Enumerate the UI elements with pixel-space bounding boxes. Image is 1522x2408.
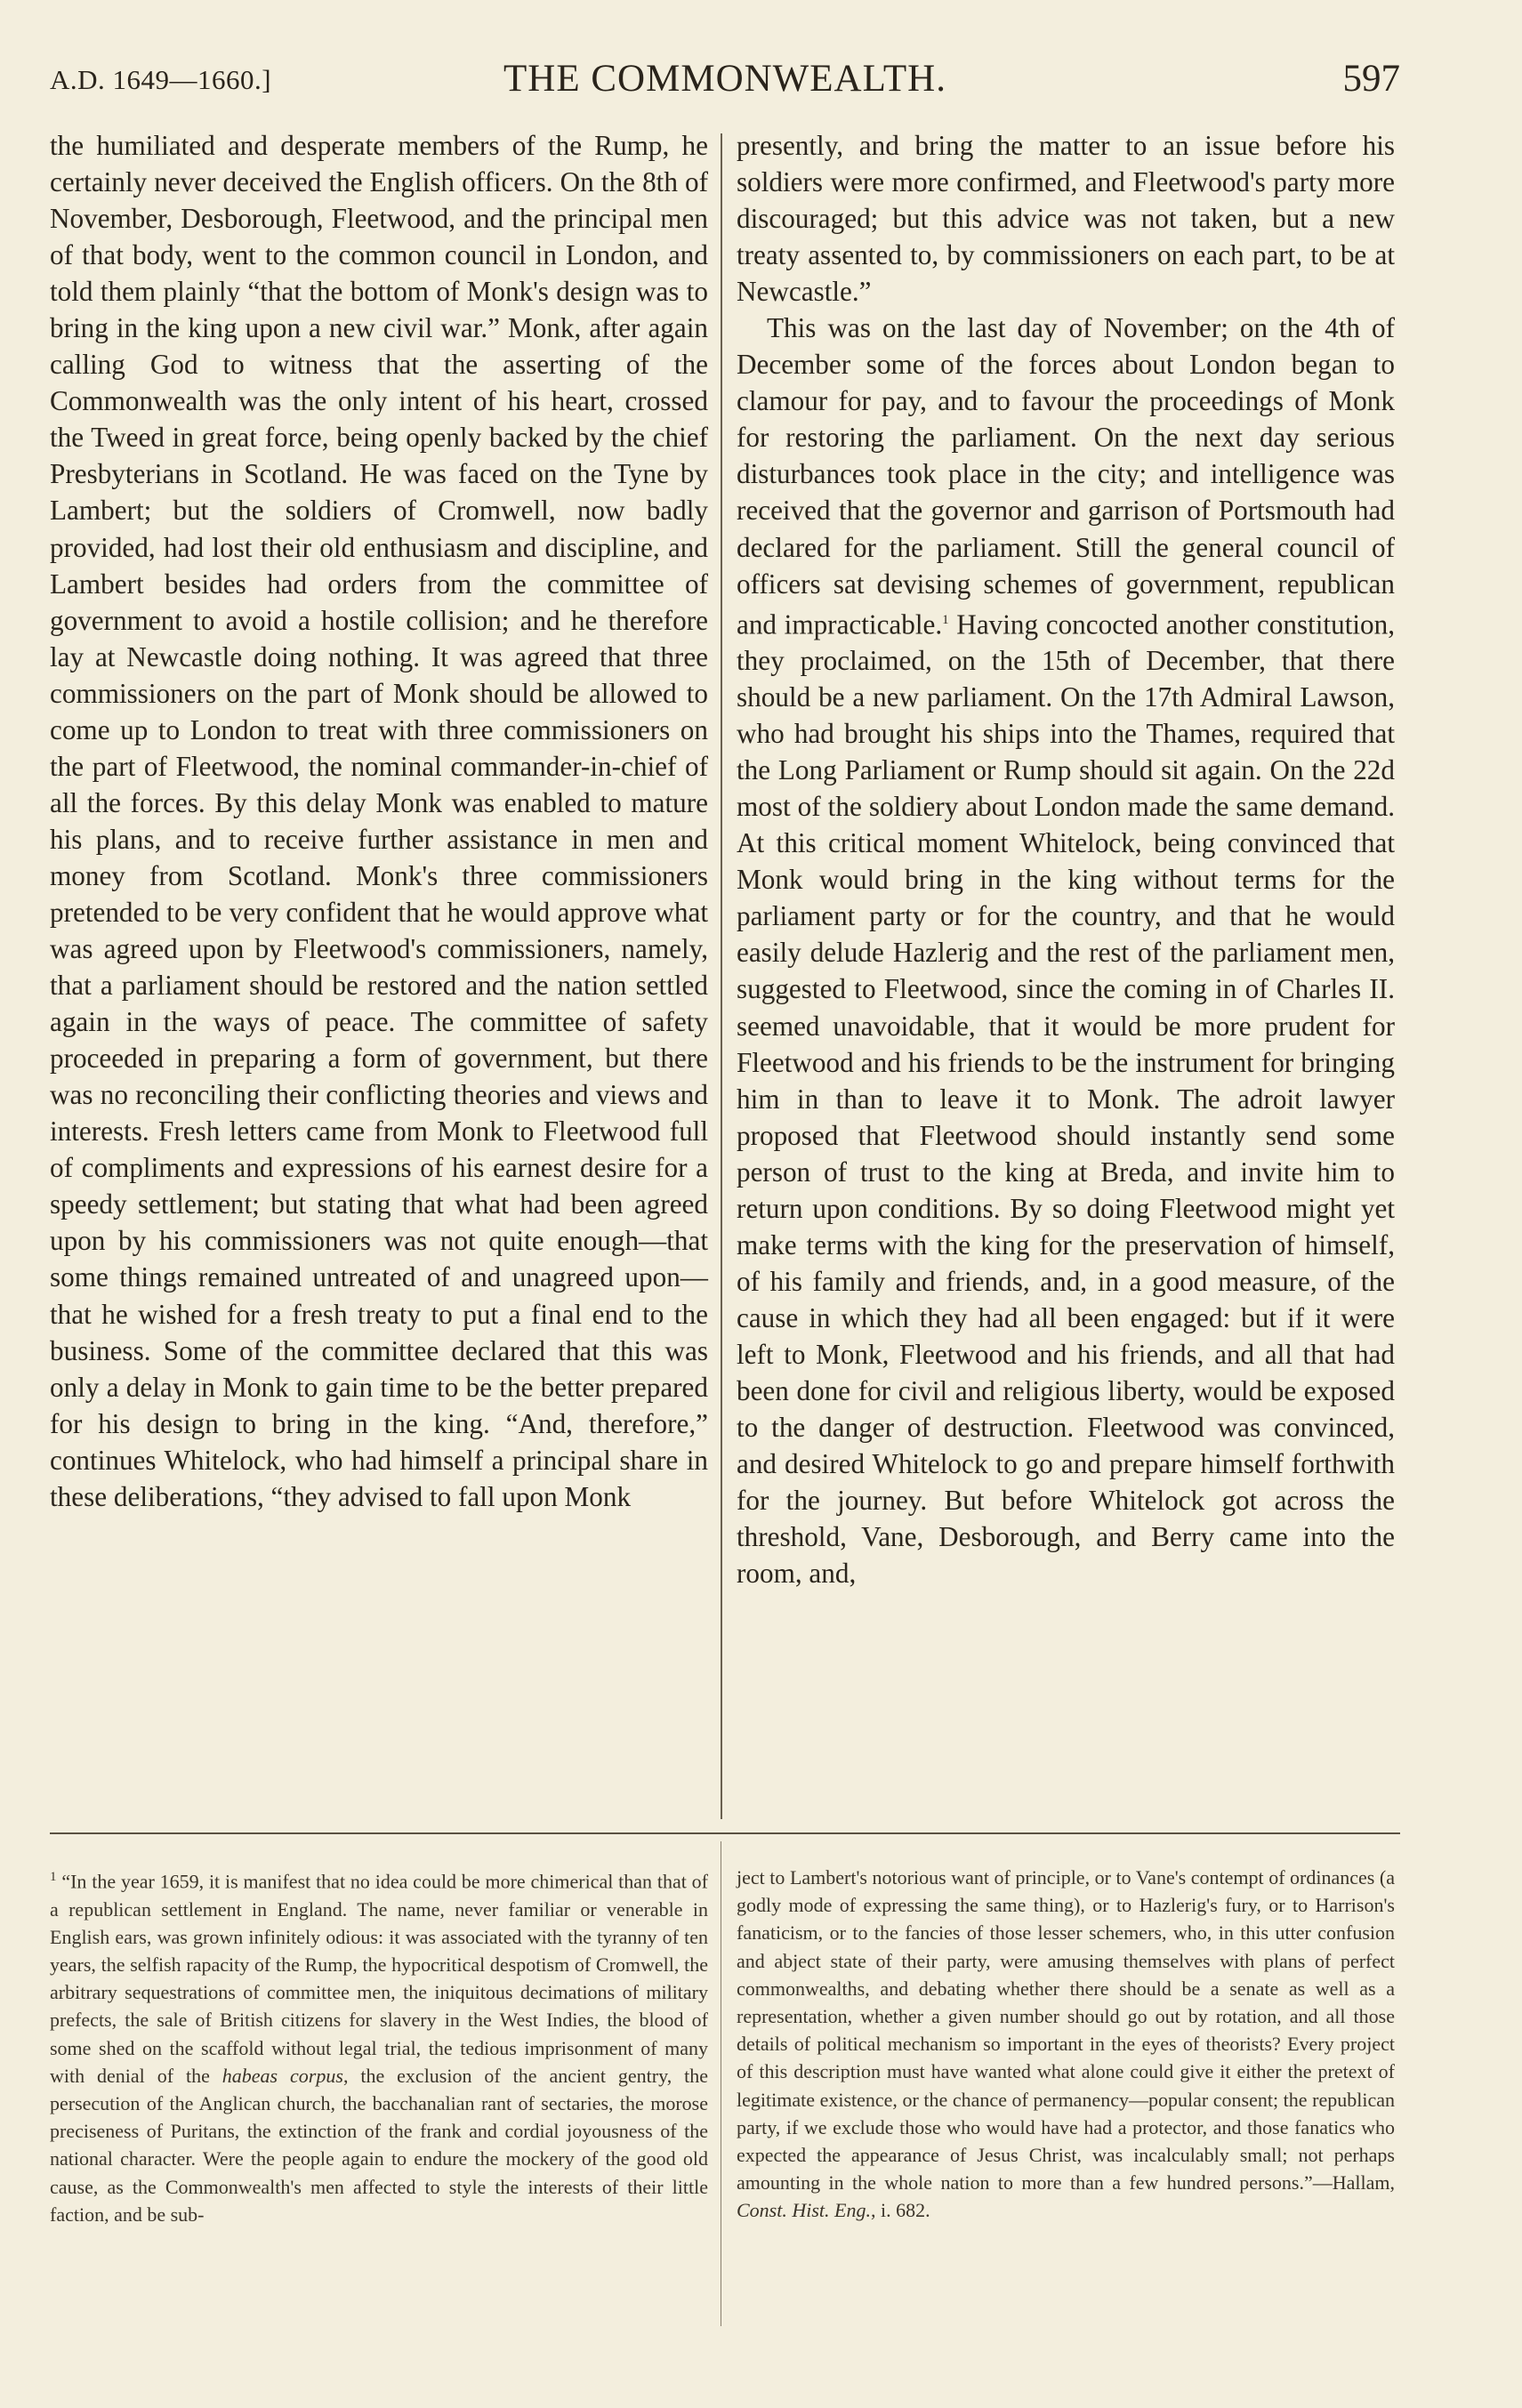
column-divider [721, 133, 722, 1819]
paragraph-2-text-b: Having concocted another constitution, they proclaimed, on the 15th of December, that there should be a new parliament. On the 17th Admiral Lawson, who had brought his ships into the Thames, required that the Long Parliament or Rump should sit again. On the 22d most of the soldiery about London made the same demand. At this critical moment Whitelock, being convinced that Monk would bring in the king without terms for the parliament party or for the country, and that he would easily delude Hazlerig and the rest of the parliament men, suggested to Fleetwood, since the coming in of Charles II. seemed unavoidable, that it would be more prudent for Fleetwood and his friends to be the instrument for bringing him in than to leave it to Monk. The adroit lawyer proposed that Fleetwood should instantly send some person of trust to the king at Breda, and invite him to return upon conditions. By so doing Fleetwood might yet make terms with the king for the preservation of himself, of his family and friends, and, in a good measure, of the cause in which they had all been engaged: but if it were left to Monk, Fleetwood and his friends, and all that had been done for civil and religious liberty, would be exposed to the danger of destruction. Fleetwood was convinced, and desired Whitelock to go and prepare himself forthwith for the journey. But before Whitelock got across the threshold, Vane, Desborough, and Berry came into the room, and, [737, 608, 1396, 1590]
right-column [737, 127, 1395, 1591]
left-column-paragraph: the humiliated and desperate members of the Rump, he certainly never deceived the English officers. On the 8th of November, Desborough, Fleetwood, and the principal men of that body, went to the common council in London, and told them plainly “that the bottom of Monk's design was to bring in the king upon a new civil war.” Monk, after again calling God to witness that the asserting of the Commonwealth was the only intent of his heart, crossed the Tweed in great force, being openly backed by the chief Presbyterians in Scotland. He was faced on the Tyne by Lambert; but the soldiers of Cromwell, now badly provided, had lost their old enthusiasm and discipline, and Lambert besides had orders from the committee of government to avoid a hostile collision; and he therefore lay at Newcastle doing nothing. It was agreed that three commissioners on the part of Monk should be allowed to come up to London to treat with three commissioners on the part of Fleetwood, the nominal commander-in-chief of all the forces. By this delay Monk was enabled to mature his plans, and to receive further assistance in men and money from Scotland. Monk's three commissioners pretended to be very confident that he would approve what was agreed upon by Fleetwood's commissioners, namely, that a parliament should be restored and the nation settled again in the ways of peace. The committee of safety proceeded in preparing a form of government, but there was no reconciling their conflicting theories and views and interests. Fresh letters came from Monk to Fleetwood full of compliments and expressions of his earnest desire for a speedy settlement; but stating that what had been agreed upon by his commissioners was not quite enough—that some things remained untreated of and unagreed upon—that he wished for a fresh treaty to put a final end to the business. Some of the committee declared that this was only a delay in Monk to gain time to be the better prepared for his design to bring in the king. “And, therefore,” continues Whitelock, who had himself a principal share in these deliberations, “they advised to fall upon Monk [50, 130, 708, 1512]
footnote-right-text [737, 1864, 1395, 2225]
footnote-left-italic: habeas corpus [221, 2064, 343, 2087]
footnote-right-citation: Const. Hist. Eng. [737, 2199, 871, 2222]
right-column-paragraph-1: presently, and bring the matter to an issue before his soldiers were more confirmed, and Fleetwood's party more discouraged; but this advice was not taken, but a new treaty assented to, by commissioners on each part, to be at Newcastle.” [737, 130, 1395, 308]
page-header [50, 55, 1400, 109]
footnote-mark: 1 [50, 1870, 57, 1884]
footnote-left [50, 1864, 708, 2228]
footnote-separator [50, 1832, 1400, 1834]
running-title: THE COMMONWEALTH. [503, 58, 946, 100]
footnote-left-text-a: “In the year 1659, it is manifest that no idea could be more chimerical than that of a republican settlement in England. The name, never familiar or venerable in English ears, was grown infinitely odious: it was associated with the tyranny of ten years, the selfish rapacity of the Rump, the hypocritical despotism of Cromwell, the arbitrary sequestrations of committee men, the iniquitous decimations of military prefects, the sale of British citizens for slavery in the West Indies, the blood of some shed on the scaffold without legal trial, the tedious imprisonment of many with denial of the [50, 1870, 708, 2087]
footnote-left-text [50, 1864, 708, 2228]
left-column [50, 127, 708, 1515]
paragraph-2-text-a: This was on the last day of November; on the 4th of December some of the forces about London began to clamour for pay, and to favour the proceedings of Monk for restoring the parliament. On the next day serious disturbances took place in the city; and intelligence was received that the governor and garrison of Portsmouth had declared for the parliament. Still the general council of officers sat devising schemes of government, republican and impracticable. [737, 312, 1395, 640]
footnote-reference: 1 [942, 612, 949, 627]
header-date-range: A.D. 1649—1660.] [50, 64, 272, 95]
footnote-right-text-a: ject to Lambert's notorious want of principle, or to Vane's contempt of ordinances (a godly mode of expressing the same thing), or to Hazlerig's fury, or to Harrison's fanaticism, or to the fancies of those lesser schemers, who, in this utter confusion and abject state of their party, were amusing themselves with plans of perfect commonwealths, and debating whether there should be a senate as well as a representation, whether a given number should go out by rotation, and all those details of political mechanism so important in the eyes of theorists? Every project of this description must have wanted what alone could give it either the pretext of legitimate existence, or the chance of permanency—popular consent; the republican party, if we exclude those who would have had a protector, and those fanatics who expected the appearance of Jesus Christ, was incalculably small; not perhaps amounting in the whole nation to more than a few hundred persons.”—Hallam, [737, 1866, 1395, 2195]
right-column-paragraph-2 [737, 310, 1395, 1591]
page-number: 597 [1342, 58, 1400, 100]
footnote-left-text-b: , the exclusion of the ancient gentry, the persecution of the Anglican church, the bacchanalian rant of sectaries, the morose preciseness of Puritans, the extinction of the frank and cordial joyousness of the national character. Were the people again to endure the mockery of the good old cause, as the Commonwealth's men affected to style the interests of their little faction, and be sub- [50, 2064, 708, 2226]
footnote-right [737, 1864, 1395, 2225]
footnote-right-text-b: , i. 682. [870, 2199, 930, 2222]
